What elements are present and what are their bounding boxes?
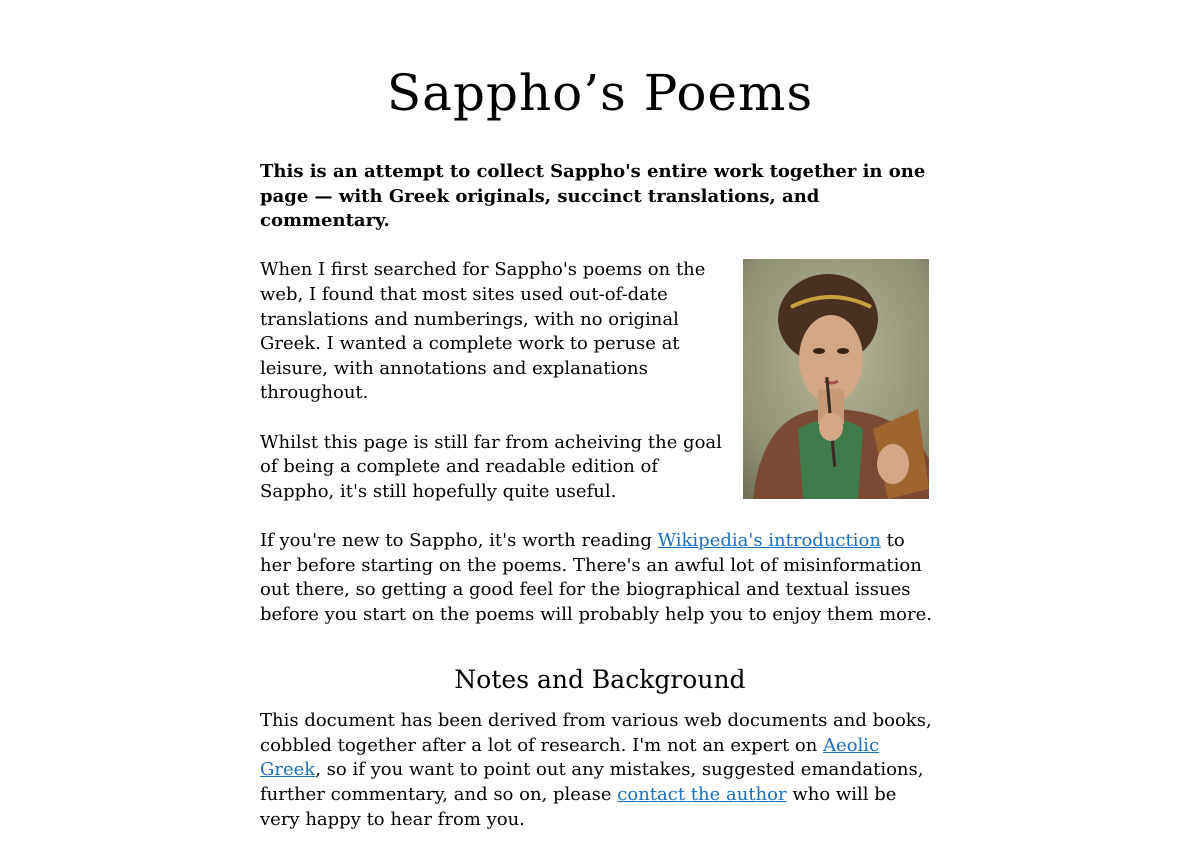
paragraph-motivation: When I first searched for Sappho's poems on the web, I found that most sites used out-of-date translations and numberings, with no original Greek. I wanted a complete work to peruse at leisure, with annotations and explanations throughout. [260, 259, 706, 404]
paragraph-status: Whilst this page is still far from acheiving the goal of being a complete and readable edition of Sappho, it's still hopefully quite useful. [260, 431, 722, 502]
sappho-portrait-image [743, 259, 929, 499]
page-content [260, 0, 940, 857]
contact-author-link[interactable]: contact the author [617, 784, 787, 806]
aeolic-greek-link[interactable]: Aeolic Greek [260, 734, 880, 781]
intro-lead: This is an attempt to collect Sappho's entire work together in one page — with Greek originals, succinct translations, and commentary. [260, 161, 926, 232]
text: to her before starting on the poems. There's an awful lot of misinformation out there, so getting a good feel for the biographical and textual issues before you start on the poems will probably help you to enjoy them more. [260, 529, 932, 625]
page-title: Sappho’s Poems [386, 64, 814, 122]
wikipedia-introduction-link[interactable]: Wikipedia's introduction [657, 529, 881, 551]
paragraph-notes [260, 709, 940, 832]
text: who will be very happy to hear from you. [260, 784, 897, 830]
notes-heading: Notes and Background [454, 665, 746, 695]
paragraph-wikipedia [260, 529, 940, 627]
text: This document has been derived from various web documents and books, cobbled together after a lot of research. I'm not an expert on [260, 710, 932, 756]
text: , so if you want to point out any mistakes, suggested emandations, further commentary, and so on, please [260, 759, 924, 806]
text: If you're new to Sappho, it's worth reading [260, 529, 658, 551]
